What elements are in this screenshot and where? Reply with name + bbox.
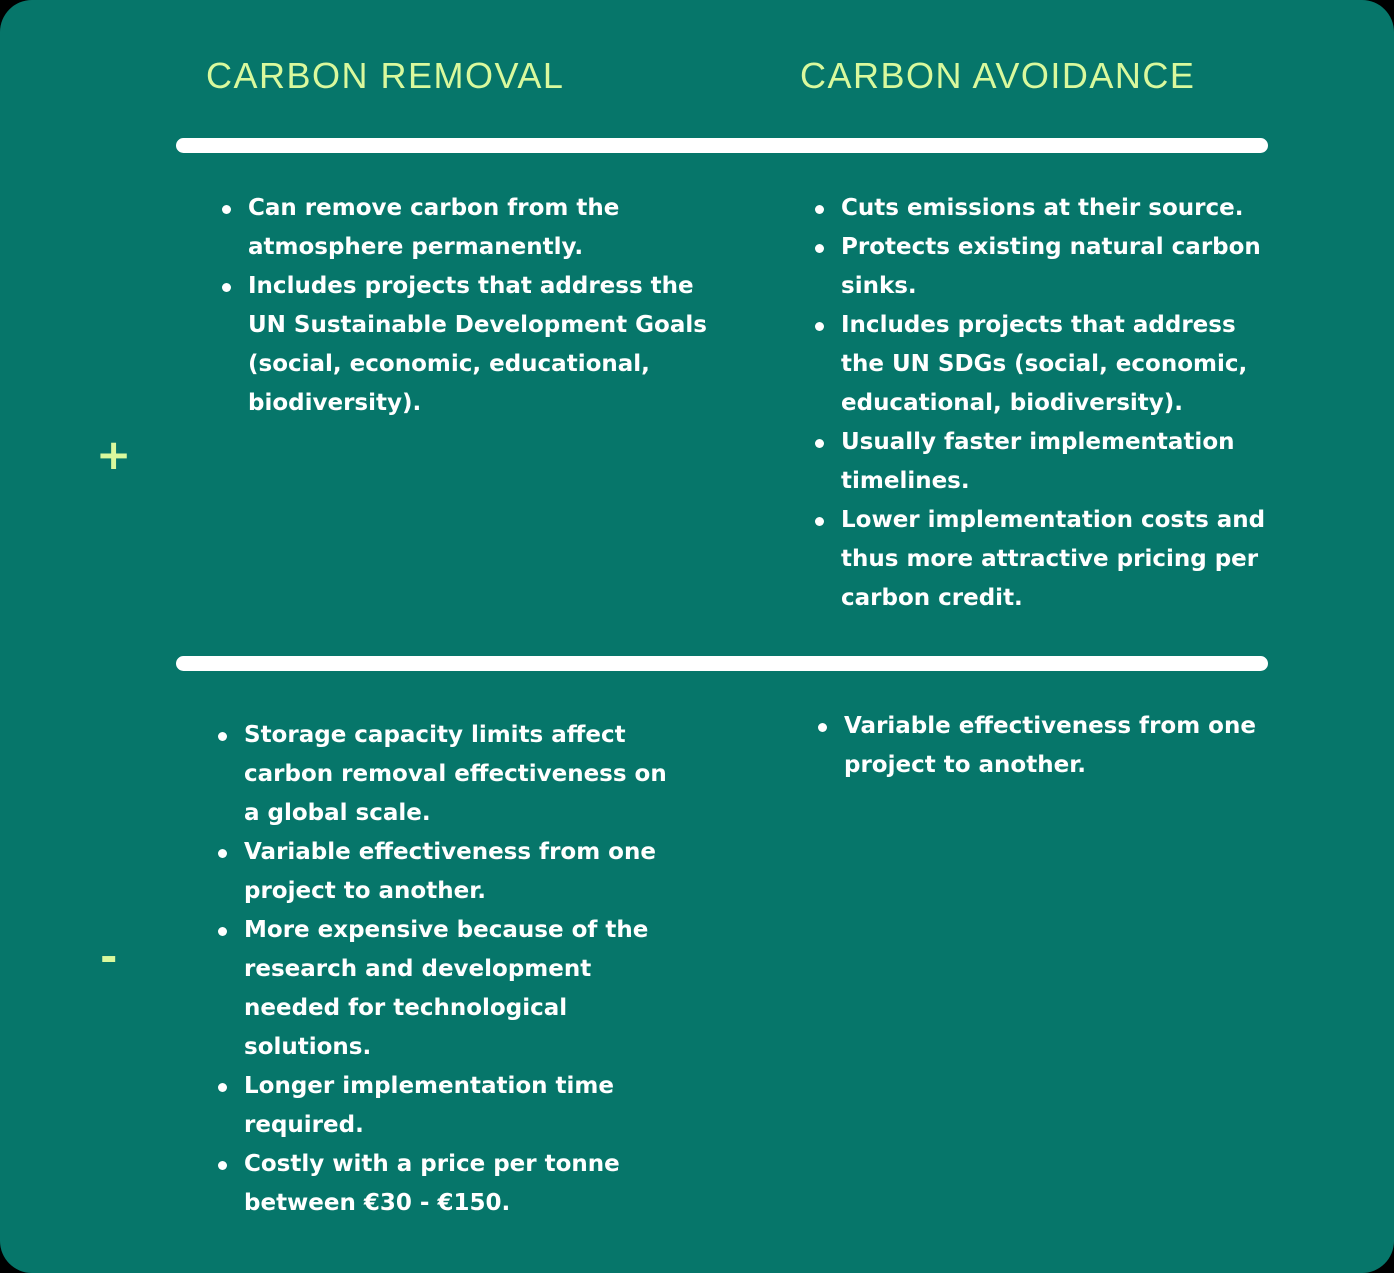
list-item: Includes projects that address the UN Sustainable Development Goals (social, economic, educational, biodiversity). xyxy=(222,267,712,423)
avoidance-cons-list xyxy=(818,707,1298,785)
list-item: Can remove carbon from the atmosphere permanently. xyxy=(222,189,712,267)
list-item: Costly with a price per tonne between €30 - €150. xyxy=(218,1145,688,1223)
list-item: Variable effectiveness from one project to another. xyxy=(218,833,688,911)
plus-icon: + xyxy=(96,430,132,479)
column-title-carbon-removal: CARBON REMOVAL xyxy=(206,55,565,96)
removal-pros-list xyxy=(222,189,712,423)
list-item: More expensive because of the research and development needed for technological solutions. xyxy=(218,911,688,1067)
list-item: Longer implementation time required. xyxy=(218,1067,688,1145)
list-item: Includes projects that address the UN SDGs (social, economic, educational, biodiversity). xyxy=(815,306,1285,423)
list-item: Usually faster implementation timelines. xyxy=(815,423,1285,501)
header-divider xyxy=(176,138,1268,153)
list-item: Protects existing natural carbon sinks. xyxy=(815,228,1285,306)
avoidance-pros-list xyxy=(815,189,1285,618)
minus-icon: - xyxy=(100,932,118,981)
list-item: Lower implementation costs and thus more attractive pricing per carbon credit. xyxy=(815,501,1285,618)
list-item: Cuts emissions at their source. xyxy=(815,189,1285,228)
list-item: Variable effectiveness from one project to another. xyxy=(818,707,1298,785)
list-item: Storage capacity limits affect carbon removal effectiveness on a global scale. xyxy=(218,716,688,833)
row-divider xyxy=(176,656,1268,671)
removal-cons-list xyxy=(218,716,688,1223)
column-title-carbon-avoidance: CARBON AVOIDANCE xyxy=(800,55,1196,96)
